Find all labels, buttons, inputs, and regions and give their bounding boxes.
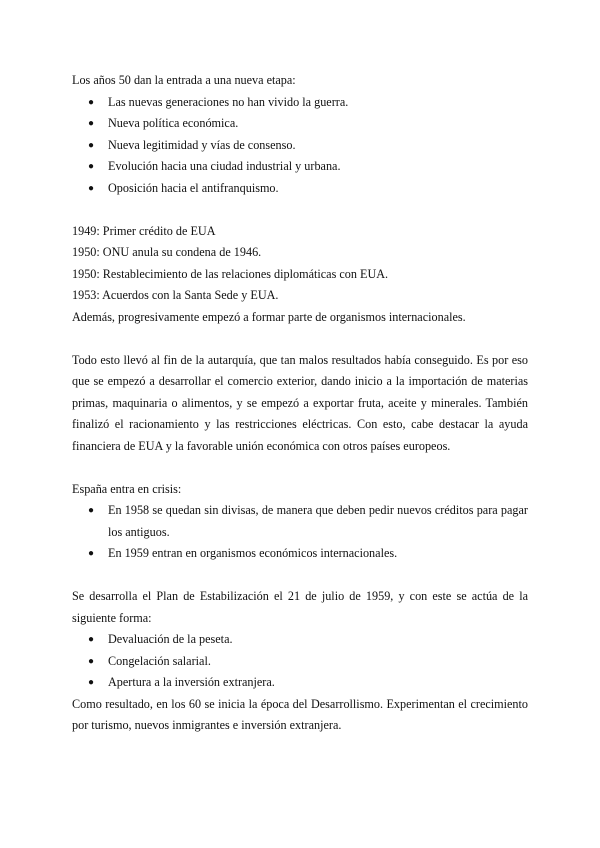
bullet-icon: ● (88, 548, 95, 559)
bullet-icon: ● (88, 96, 95, 108)
bullet-icon: ● (88, 505, 95, 516)
timeline-note: Además, progresivamente empezó a formar parte de organismos internacionales. (72, 309, 466, 324)
plan-bullet-list (72, 629, 528, 694)
spacer (72, 565, 528, 587)
bullet-icon: ● (88, 139, 95, 151)
bullet-icon: ● (88, 677, 95, 688)
list-item (72, 629, 528, 651)
list-item-text: En 1958 se quedan sin divisas, de manera que deben pedir nuevos créditos para pagar los antiguos. (108, 503, 528, 539)
list-item-text: Oposición hacia el antifranquismo. (108, 180, 279, 195)
timeline-line: 1953: Acuerdos con la Santa Sede y EUA. (72, 288, 279, 302)
list-item (72, 672, 528, 694)
list-item-text: Apertura a la inversión extranjera. (108, 675, 275, 689)
section1-bullet-list (72, 92, 528, 200)
document-page (72, 70, 528, 737)
list-item (72, 543, 528, 565)
section1-intro: Los años 50 dan la entrada a una nueva etapa: (72, 73, 296, 87)
list-item (72, 500, 528, 543)
crisis-intro: España entra en crisis: (72, 481, 182, 496)
bullet-icon: ● (88, 118, 95, 129)
bullet-icon: ● (88, 655, 95, 667)
list-item (72, 135, 528, 157)
plan-intro: Se desarrolla el Plan de Estabilización el 21 de julio de 1959, y con este se actúa de la siguiente forma: (72, 589, 528, 625)
list-item (72, 651, 528, 673)
timeline-line: 1950: ONU anula su condena de 1946. (72, 245, 262, 259)
list-item-text: Nueva política económica. (108, 116, 239, 130)
list-item-text: Devaluación de la peseta. (108, 632, 233, 646)
list-item-text: Congelación salarial. (108, 653, 211, 668)
timeline-line: 1950: Restablecimiento de las relaciones diplomáticas con EUA. (72, 266, 389, 281)
spacer (72, 199, 528, 221)
list-item (72, 92, 528, 114)
list-item-text: En 1959 entran en organismos económicos internacionales. (108, 546, 398, 560)
crisis-bullet-list (72, 500, 528, 565)
bullet-icon: ● (88, 161, 95, 172)
autarquia-paragraph: Todo esto llevó al fin de la autarquía, que tan malos resultados había conseguido. Es por eso que se empezó a desarrollar el comercio exterior, dando inicio a la importación de materias primas, maquinaria o alimentos, y se empezó a exportar fruta, aceite y minerales. También finalizó el racionamiento y las restricciones eléctricas. Con esto, cabe destacar la ayuda financiera de EUA y la favorable unión económica con otros países europeos. (72, 352, 528, 453)
plan-result: Como resultado, en los 60 se inicia la época del Desarrollismo. Experimentan el crecimiento por turismo, nuevos inmigrantes e inversión extranjera. (72, 696, 528, 732)
list-item-text: Las nuevas generaciones no han vivido la guerra. (108, 94, 349, 109)
list-item (72, 156, 528, 178)
list-item-text: Nueva legitimidad y vías de consenso. (108, 137, 296, 152)
list-item (72, 178, 528, 200)
timeline-line: 1949: Primer crédito de EUA (72, 223, 216, 238)
bullet-icon: ● (88, 182, 95, 194)
spacer (72, 457, 528, 479)
bullet-icon: ● (88, 634, 95, 645)
list-item-text: Evolución hacia una ciudad industrial y urbana. (108, 159, 341, 173)
list-item (72, 113, 528, 135)
spacer (72, 328, 528, 350)
